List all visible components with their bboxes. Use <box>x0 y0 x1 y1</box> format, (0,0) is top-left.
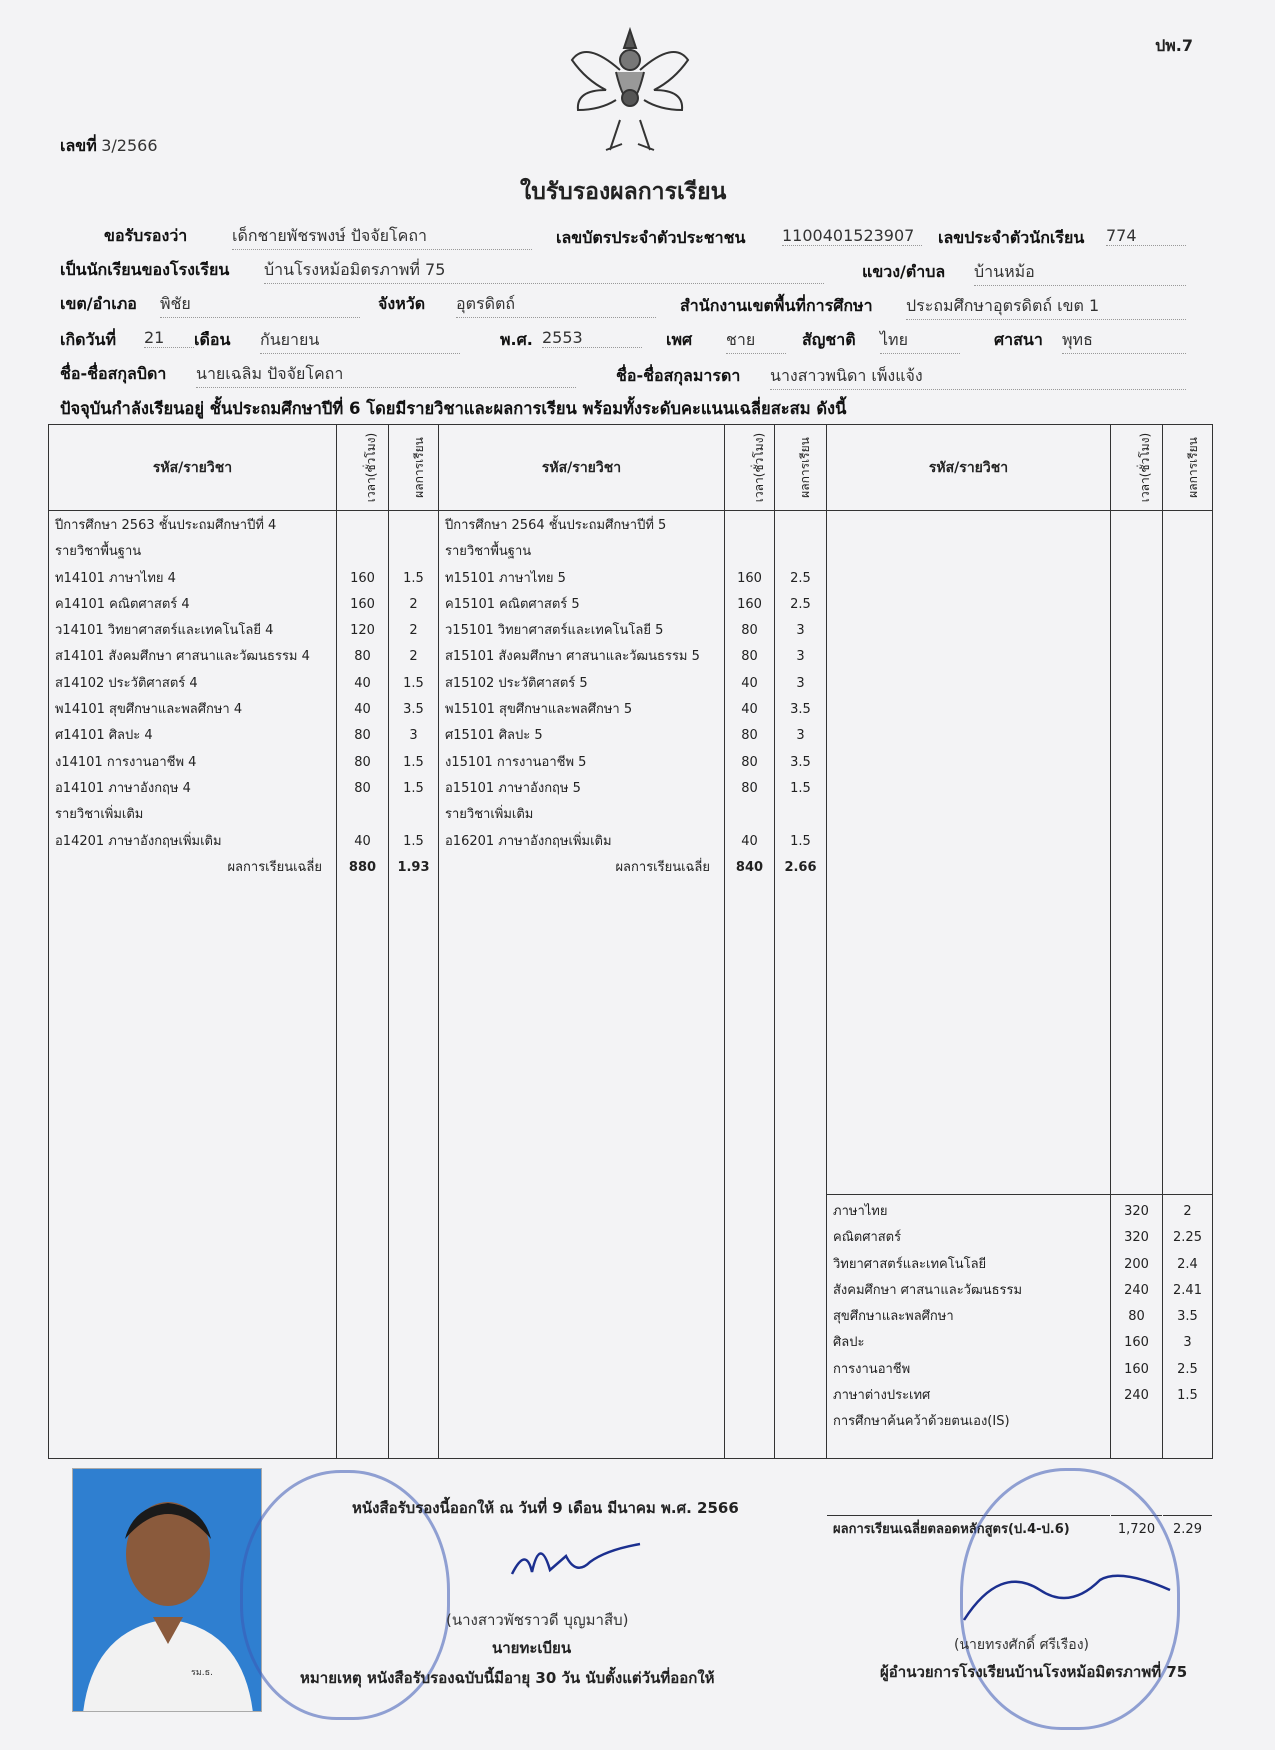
summary-subject: คณิตศาสตร์ <box>833 1230 902 1246</box>
year2-subject: อ15101 ภาษาอังกฤษ 5 <box>445 780 581 796</box>
header-hours-3: เวลา(ชั่วโมง) <box>1138 432 1153 503</box>
garuda-emblem-icon <box>566 20 694 160</box>
summary-grade: 3 <box>1183 1335 1192 1351</box>
year1-avg-label: ผลการเรียนเฉลี่ย <box>227 859 322 875</box>
year1-hours: 40 <box>354 675 371 691</box>
summary-hours: 240 <box>1124 1388 1149 1404</box>
year2-subject: ค15101 คณิตศาสตร์ 5 <box>445 596 580 612</box>
year1-hours: 80 <box>354 754 371 770</box>
year1-grade: 2 <box>409 649 418 665</box>
school-label: เป็นนักเรียนของโรงเรียน <box>60 260 230 279</box>
summary-total-grade: 2.29 <box>1173 1522 1202 1537</box>
year2-hours: 80 <box>741 780 758 796</box>
year2-heading: ปีการศึกษา 2564 ชั้นประถมศึกษาปีที่ 5 <box>445 518 667 533</box>
year1-subject: ส14102 ประวัติศาสตร์ 4 <box>55 675 198 691</box>
year2-subject: ท15101 ภาษาไทย 5 <box>445 570 566 586</box>
summary-hours: 160 <box>1124 1361 1149 1377</box>
summary-hours: 80 <box>1128 1309 1145 1325</box>
id-card-label: เลขบัตรประจำตัวประชาชน <box>556 228 746 247</box>
student-id-value: 774 <box>1106 226 1186 246</box>
summary-total-hours: 1,720 <box>1117 1522 1156 1537</box>
year2-hours: 160 <box>737 570 762 586</box>
summary-grade: 2 <box>1183 1204 1192 1219</box>
director-title: ผู้อำนวยการโรงเรียนบ้านโรงหม้อมิตรภาพที่ 75 <box>880 1663 1188 1681</box>
year2-extra-hours: 40 <box>741 833 758 849</box>
year1-subject: ศ14101 ศิลปะ 4 <box>55 728 153 744</box>
year2-subject: พ15101 สุขศึกษาและพลศึกษา 5 <box>445 702 633 718</box>
year1-subject: ส14101 สังคมศึกษา ศาสนาและวัฒนธรรม 4 <box>55 649 310 665</box>
year1-hours: 160 <box>350 570 375 586</box>
summary-subject: การศึกษาค้นคว้าด้วยตนเอง(IS) <box>833 1414 1010 1430</box>
religion-value: พุทธ <box>1062 328 1186 354</box>
year2-hours: 160 <box>737 596 762 612</box>
year1-grade: 1.5 <box>403 675 424 691</box>
year2-hours: 40 <box>741 675 758 691</box>
year2-grade: 3.5 <box>790 702 811 718</box>
birth-month-label: เดือน <box>194 330 231 349</box>
id-card-value: 1100401523907 <box>782 226 922 246</box>
summary-total-label: ผลการเรียนเฉลี่ยตลอดหลักสูตร(ป.4-ป.6) <box>833 1522 1070 1537</box>
year2-grade: 3 <box>796 623 805 639</box>
year1-grade: 1.5 <box>403 570 424 586</box>
district-label: เขต/อำเภอ <box>60 294 137 313</box>
year1-subject: ค14101 คณิตศาสตร์ 4 <box>55 596 190 612</box>
subdistrict-value: บ้านหม้อ <box>974 260 1186 286</box>
sex-label: เพศ <box>666 330 693 349</box>
birth-year-label: พ.ศ. <box>500 330 533 349</box>
year1-grade: 2 <box>409 623 418 639</box>
year2-grade: 3 <box>796 649 805 665</box>
area-office-label: สำนักงานเขตพื้นที่การศึกษา <box>680 296 873 315</box>
director-name: (นายทรงศักดิ์ ศรีเรือง) <box>954 1637 1090 1653</box>
student-name: เด็กชายพัชรพงษ์ ปัจจัยโคถา <box>232 224 532 250</box>
year1-grade: 1.5 <box>403 780 424 796</box>
sex-value: ชาย <box>726 328 786 354</box>
summary-subject: ศิลปะ <box>833 1335 865 1351</box>
religion-label: ศาสนา <box>994 330 1043 349</box>
header-hours-2: เวลา(ชั่วโมง) <box>752 432 767 503</box>
header-subject-2: รหัส/รายวิชา <box>439 425 725 511</box>
school-value: บ้านโรงหม้อมิตรภาพที่ 75 <box>264 258 824 284</box>
birth-day-label: เกิดวันที่ <box>60 330 117 349</box>
summary-subject: ภาษาต่างประเทศ <box>833 1388 931 1404</box>
header-subject-3: รหัส/รายวิชา <box>827 425 1111 511</box>
remark: หมายเหตุ หนังสือรับรองฉบับนี้มีอายุ 30 วัน นับตั้งแต่วันที่ออกให้ <box>300 1669 715 1687</box>
year2-subject: ส15102 ประวัติศาสตร์ 5 <box>445 675 588 691</box>
father-value: นายเฉลิม ปัจจัยโคถา <box>196 362 576 388</box>
nationality-value: ไทย <box>880 328 960 354</box>
year2-avg-label: ผลการเรียนเฉลี่ย <box>615 859 710 875</box>
year1-extra-hours: 40 <box>354 833 371 849</box>
summary-hours: 160 <box>1124 1335 1149 1351</box>
year1-hours: 80 <box>354 728 371 744</box>
year2-basic-label: รายวิชาพื้นฐาน <box>445 544 532 560</box>
birth-month-value: กันยายน <box>260 328 460 354</box>
year2-grade: 3.5 <box>790 754 811 770</box>
summary-grade <box>1163 1409 1212 1435</box>
summary-grade: 2.25 <box>1173 1230 1202 1246</box>
year2-subject: ว15101 วิทยาศาสตร์และเทคโนโลยี 5 <box>445 623 664 639</box>
year1-grade: 3 <box>409 728 418 744</box>
year1-hours: 120 <box>350 623 375 639</box>
registrar-signature-icon <box>506 1526 646 1586</box>
year1-hours: 160 <box>350 596 375 612</box>
summary-grade: 3.5 <box>1177 1309 1198 1325</box>
year2-hours: 80 <box>741 728 758 744</box>
father-label: ชื่อ-ชื่อสกุลบิดา <box>60 364 167 383</box>
year2-hours: 80 <box>741 754 758 770</box>
registrar-name: (นางสาวพัชราวดี บุญมาสืบ) <box>446 1611 629 1629</box>
header-grade-3: ผลการเรียน <box>1185 437 1200 498</box>
year2-extra-subject: อ16201 ภาษาอังกฤษเพิ่มเติม <box>445 833 612 849</box>
certify-label: ขอรับรองว่า <box>104 226 188 245</box>
year1-grade: 3.5 <box>403 702 424 718</box>
summary-subject: สังคมศึกษา ศาสนาและวัฒนธรรม <box>833 1282 1023 1298</box>
issued-date: หนังสือรับรองนี้ออกให้ ณ วันที่ 9 เดือน มีนาคม พ.ศ. 2566 <box>352 1499 739 1517</box>
student-id-label: เลขประจำตัวนักเรียน <box>938 228 1085 247</box>
year1-subject: ว14101 วิทยาศาสตร์และเทคโนโลยี 4 <box>55 623 274 639</box>
year2-subject: ศ15101 ศิลปะ 5 <box>445 728 543 744</box>
year1-subject: พ14101 สุขศึกษาและพลศึกษา 4 <box>55 702 243 718</box>
registrar-title: นายทะเบียน <box>492 1639 572 1657</box>
mother-label: ชื่อ-ชื่อสกุลมารดา <box>616 366 741 385</box>
year1-subject: อ14101 ภาษาอังกฤษ 4 <box>55 780 191 796</box>
header-grade-1: ผลการเรียน <box>411 437 426 498</box>
page-title: ใบรับรองผลการเรียน <box>520 179 727 205</box>
district-value: พิชัย <box>160 292 360 318</box>
year1-heading: ปีการศึกษา 2563 ชั้นประถมศึกษาปีที่ 4 <box>55 518 277 533</box>
year1-avg-hours: 880 <box>348 859 377 875</box>
header-grade-2: ผลการเรียน <box>797 437 812 498</box>
summary-subject: ภาษาไทย <box>833 1204 888 1219</box>
year1-grade: 1.5 <box>403 754 424 770</box>
header-subject-1: รหัส/รายวิชา <box>49 425 337 511</box>
mother-value: นางสาวพนิดา เพ็งแจ้ง <box>770 364 1186 390</box>
director-signature-icon <box>960 1560 1180 1630</box>
doc-number-label: เลขที่ <box>60 136 97 155</box>
summary-grade: 2.5 <box>1177 1361 1198 1377</box>
year2-subject: ส15101 สังคมศึกษา ศาสนาและวัฒนธรรม 5 <box>445 649 700 665</box>
year2-avg-hours: 840 <box>735 859 764 875</box>
subdistrict-label: แขวง/ตำบล <box>862 262 946 281</box>
year1-subject: ท14101 ภาษาไทย 4 <box>55 570 176 586</box>
year1-extra-grade: 1.5 <box>403 833 424 849</box>
year2-grade: 2.5 <box>790 570 811 586</box>
year2-avg-grade: 2.66 <box>784 859 817 875</box>
summary-grade: 2.41 <box>1173 1282 1202 1298</box>
summary-subject: วิทยาศาสตร์และเทคโนโลยี <box>833 1256 987 1272</box>
year2-subject: ง15101 การงานอาชีพ 5 <box>445 754 587 770</box>
year2-hours: 40 <box>741 702 758 718</box>
year2-hours: 80 <box>741 623 758 639</box>
header-hours-1: เวลา(ชั่วโมง) <box>364 432 379 503</box>
year1-hours: 40 <box>354 702 371 718</box>
year1-hours: 80 <box>354 780 371 796</box>
province-label: จังหวัด <box>378 294 426 313</box>
summary-hours <box>1111 1409 1162 1435</box>
year1-basic-label: รายวิชาพื้นฐาน <box>55 544 142 560</box>
year1-extra-subject: อ14201 ภาษาอังกฤษเพิ่มเติม <box>55 833 222 849</box>
student-photo <box>72 1468 262 1712</box>
year2-grade: 2.5 <box>790 596 811 612</box>
summary-hours: 320 <box>1124 1230 1149 1246</box>
year1-extra-label: รายวิชาเพิ่มเติม <box>55 807 144 823</box>
year2-extra-grade: 1.5 <box>790 833 811 849</box>
summary-hours: 200 <box>1124 1256 1149 1272</box>
summary-subject: สุขศึกษาและพลศึกษา <box>833 1309 954 1325</box>
area-office-value: ประถมศึกษาอุตรดิตถ์ เขต 1 <box>906 294 1186 320</box>
summary-hours: 320 <box>1124 1204 1149 1219</box>
year2-extra-label: รายวิชาเพิ่มเติม <box>445 807 534 823</box>
birth-day-value: 21 <box>144 328 194 348</box>
current-status: ปัจจุบันกำลังเรียนอยู่ ชั้นประถมศึกษาปีที่ 6 โดยมีรายวิชาและผลการเรียน พร้อมทั้งระดับคะแนนเฉลี่ยสะสม ดังนี้ <box>60 399 847 418</box>
province-value: อุตรดิตถ์ <box>456 292 656 318</box>
year1-avg-grade: 1.93 <box>397 859 430 875</box>
year2-hours: 80 <box>741 649 758 665</box>
summary-subject: การงานอาชีพ <box>833 1361 911 1377</box>
summary-hours: 240 <box>1124 1282 1149 1298</box>
form-code: ปพ.7 <box>1155 36 1193 55</box>
summary-grade: 2.4 <box>1177 1256 1198 1272</box>
nationality-label: สัญชาติ <box>802 330 856 349</box>
year1-subject: ง14101 การงานอาชีพ 4 <box>55 754 197 770</box>
uniform-initials: รม.ธ. <box>191 1668 213 1678</box>
year2-grade: 3 <box>796 728 805 744</box>
doc-number: 3/2566 <box>101 136 158 155</box>
year1-hours: 80 <box>354 649 371 665</box>
year2-grade: 3 <box>796 675 805 691</box>
birth-year-value: 2553 <box>542 328 642 348</box>
summary-grade: 1.5 <box>1177 1388 1198 1404</box>
year1-grade: 2 <box>409 596 418 612</box>
year2-grade: 1.5 <box>790 780 811 796</box>
